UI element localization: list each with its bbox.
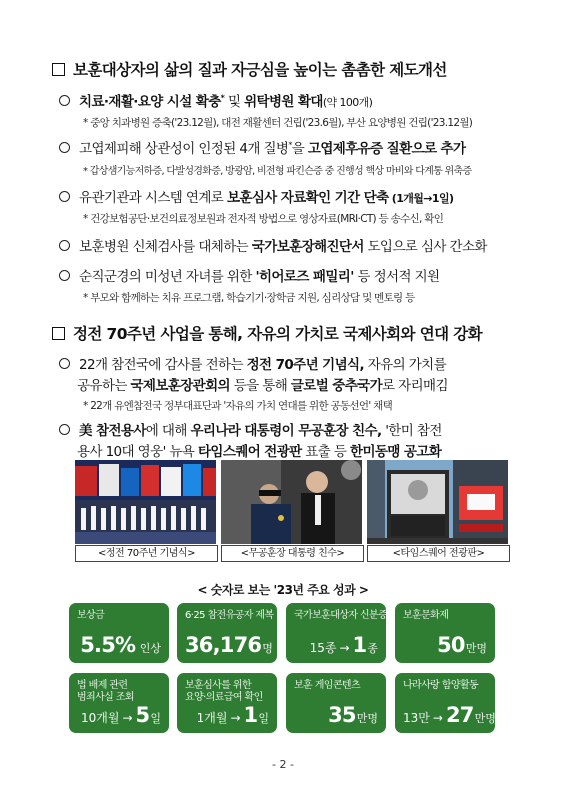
circle-bullet-icon [59,95,70,106]
stat-card-unit: 일 [150,712,161,725]
photo-medal-ceremony [221,460,362,544]
stat-card [286,603,386,663]
stat-card-value: 5 [135,703,150,727]
bullet-agent-orange: 고엽제피해 상관성이 인정된 4개 질병*을 고엽제후유증 질환으로 추가 [59,137,465,157]
stat-card [395,603,495,663]
photo-times-square-billboard [367,460,508,544]
bullet-us-veterans-line1: 美 참전용사에 대해 우리나라 대통령이 무공훈장 친수, '한미 참전 [59,419,442,439]
stat-card-label: 보훈심사를 위한 요양·의료급여 확인 [185,680,263,703]
stat-card-from: 13만 [403,711,430,725]
stat-card-value: 5.5% [80,633,136,657]
arrow-right-icon: → [230,711,241,725]
stat-card-label: 보훈 게임콘텐츠 [294,680,360,691]
stat-card-from: 10개월 [81,711,120,725]
stat-card [395,673,495,733]
page-number: - 2 - [272,758,294,771]
stat-card-unit: 종 [367,642,378,655]
note-review-period: * 건강보험공단·보건의료정보원과 전자적 방법으로 영상자료(MRI·CT) 등 송수신, 확인 [83,213,444,225]
caption-armistice-ceremony: <정전 70주년 기념식> [75,545,218,562]
stat-card-unit: 만명 [474,712,496,725]
stat-card-unit: 일 [258,712,269,725]
stat-card [177,673,277,733]
section-title-2: 정전 70주년 사업을 통해, 자유의 가치로 국제사회와 연대 강화 [52,322,482,344]
stat-card-unit: 만명 [356,712,378,725]
circle-bullet-icon [59,424,70,435]
stat-card-label: 법 배제 관련 범죄사실 조회 [77,680,134,703]
circle-bullet-icon [59,191,70,202]
stat-card [177,603,277,663]
circle-bullet-icon [59,270,70,281]
arrow-right-icon: → [122,711,133,725]
circle-bullet-icon [59,240,70,251]
stat-card-unit: 명 [262,642,273,655]
stat-card-value: 36,176 [185,633,262,657]
stat-card-value: 27 [445,703,474,727]
arrow-right-icon: → [339,641,350,655]
photo-armistice-ceremony [75,460,216,544]
stat-card-label: 보훈문화제 [403,610,449,621]
bullet-facilities: 치료·재활·요양 시설 확충* 및 위탁병원 확대(약 100개) [59,90,372,110]
stat-card [69,603,169,663]
stat-card-label: 국가보훈대상자 신분증 [294,610,388,621]
stat-card-value: 1 [352,633,367,657]
bullet-us-veterans-line2: 용사 10대 영웅' 뉴욕 타임스퀘어 전광판 표출 등 한미동맹 공고화 [77,444,442,460]
caption-medal-ceremony: <무공훈장 대통령 친수> [221,545,364,562]
stat-card-unit: 인상 [136,642,161,655]
stat-card-unit: 만명 [465,642,487,655]
stat-card-from: 1개월 [196,711,228,725]
stat-card-value: 1 [243,703,258,727]
bullet-armistice-line1: 22개 참전국에 감사를 전하는 정전 70주년 기념식, 자유의 가치를 [59,353,446,373]
stat-card [286,673,386,733]
bullet-armistice-line2: 공유하는 국제보훈장관회의 등을 통해 글로벌 중추국가로 자리매김 [77,378,448,394]
caption-times-square: <타임스퀘어 전광판> [367,545,510,562]
bullet-disability-cert: 보훈병원 신체검사를 대체하는 국가보훈장해진단서 도입으로 심사 간소화 [59,235,487,255]
stat-card-label: 6·25 참전유공자 제복 [185,610,274,621]
stat-card-label: 나라사랑 함양활동 [403,680,479,691]
note-heroes-family: * 부모와 함께하는 치유 프로그램, 학습기기·장학금 지원, 심리상담 및 멘토링 등 [83,292,415,304]
stat-card-value: 50 [437,633,465,657]
note-facilities: * 중앙 치과병원 증축('23.12월), 대전 재활센터 건립('23.6월), 부산 요양병원 건립('23.12월) [83,117,473,129]
note-agent-orange: * 갑상샘기능저하증, 다발성경화증, 방광암, 비전형 파킨슨증 중 진행성 핵상 마비와 다계통 위축증 [83,166,472,177]
stat-card-label: 보상금 [77,610,105,621]
arrow-right-icon: → [432,711,443,725]
bullet-review-period: 유관기관과 시스템 연계로 보훈심사 자료확인 기간 단축 (1개월→1일) [59,186,453,206]
stat-card-from: 15종 [309,641,337,655]
bullet-heroes-family: 순직군경의 미성년 자녀를 위한 '히어로즈 패밀리' 등 정서적 지원 [59,265,440,285]
circle-bullet-icon [59,142,70,153]
stat-card [69,673,169,733]
section-title-1: 보훈대상자의 삶의 질과 자긍심을 높이는 촘촘한 제도개선 [52,58,447,80]
note-armistice: * 22개 유엔참전국 정부대표단과 '자유의 가치 연대를 위한 공동선언' 채택 [83,400,393,412]
checkbox-square-icon [52,327,65,340]
circle-bullet-icon [59,358,70,369]
checkbox-square-icon [52,63,65,76]
stat-card-value: 35 [328,703,356,727]
stats-title: < 숫자로 보는 '23년 주요 성과 > [197,583,369,597]
